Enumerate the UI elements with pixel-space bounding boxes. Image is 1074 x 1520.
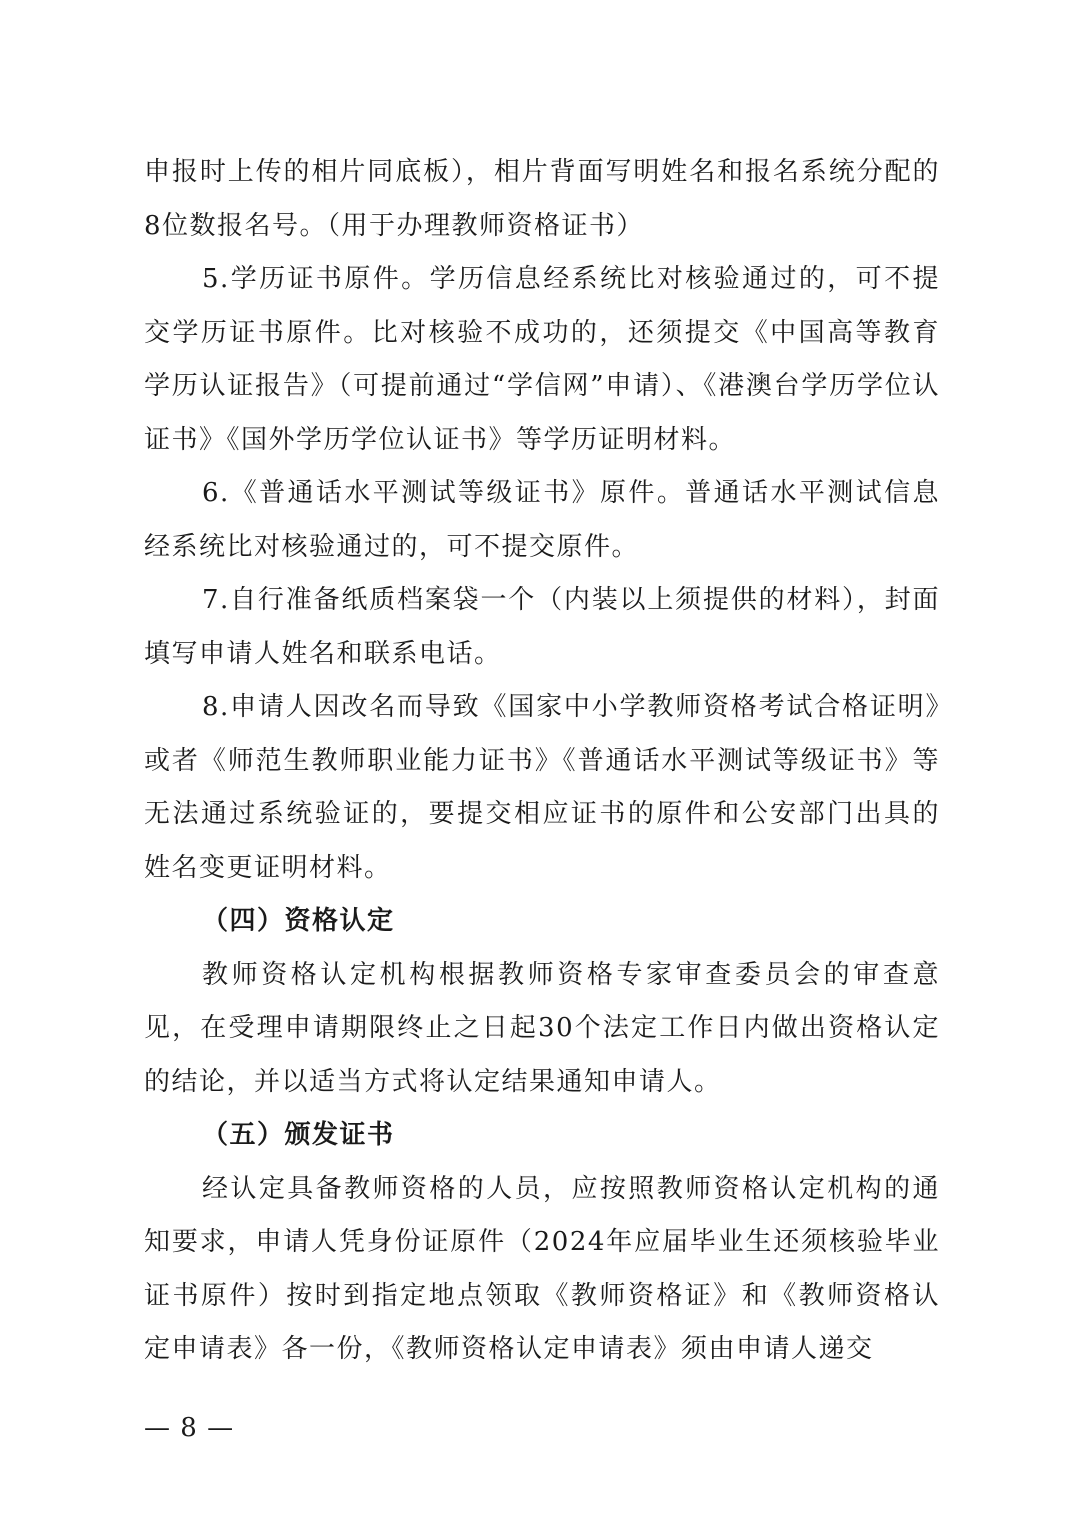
document-body (144, 146, 940, 1377)
section-heading-qualification: （四）资格认定 (202, 906, 395, 936)
paragraph-qualification: 教师资格认定机构根据教师资格专家审查委员会的审查意见，在受理申请期限终止之日起30个法定工作日内做出资格认定的结论，并以适当方式将认定结果通知申请人。 (144, 959, 940, 1097)
page-number: — 8 — (144, 1413, 235, 1443)
paragraph-item-7-archive-bag: 7.自行准备纸质档案袋一个（内装以上须提供的材料），封面填写申请人姓名和联系电话。 (144, 585, 940, 669)
section-heading-certificate-issue: （五）颁发证书 (202, 1120, 395, 1150)
paragraph-item-8-name-change: 8.申请人因改名而导致《国家中小学教师资格考试合格证明》或者《师范生教师职业能力证书》《普通话水平测试等级证书》等无法通过系统验证的，要提交相应证书的原件和公安部门出具的姓名变更证明材料。 (144, 692, 940, 883)
paragraph-item-6-mandarin-certificate: 6.《普通话水平测试等级证书》原件。普通话水平测试信息经系统比对核验通过的，可不提交原件。 (144, 478, 940, 562)
paragraph-photo-requirement: 申报时上传的相片同底板），相片背面写明姓名和报名系统分配的8位数报名号。（用于办理教师资格证书） (144, 157, 940, 241)
paragraph-certificate-issue: 经认定具备教师资格的人员，应按照教师资格认定机构的通知要求，申请人凭身份证原件（2024年应届毕业生还须核验毕业证书原件）按时到指定地点领取《教师资格证》和《教师资格认定申请表》各一份，《教师资格认定申请表》须由申请人递交 (144, 1173, 940, 1364)
paragraph-item-5-diploma: 5.学历证书原件。学历信息经系统比对核验通过的，可不提交学历证书原件。比对核验不成功的，还须提交《中国高等教育学历认证报告》（可提前通过“学信网”申请）、《港澳台学历学位认证书》《国外学历学位认证书》等学历证明材料。 (144, 264, 940, 455)
